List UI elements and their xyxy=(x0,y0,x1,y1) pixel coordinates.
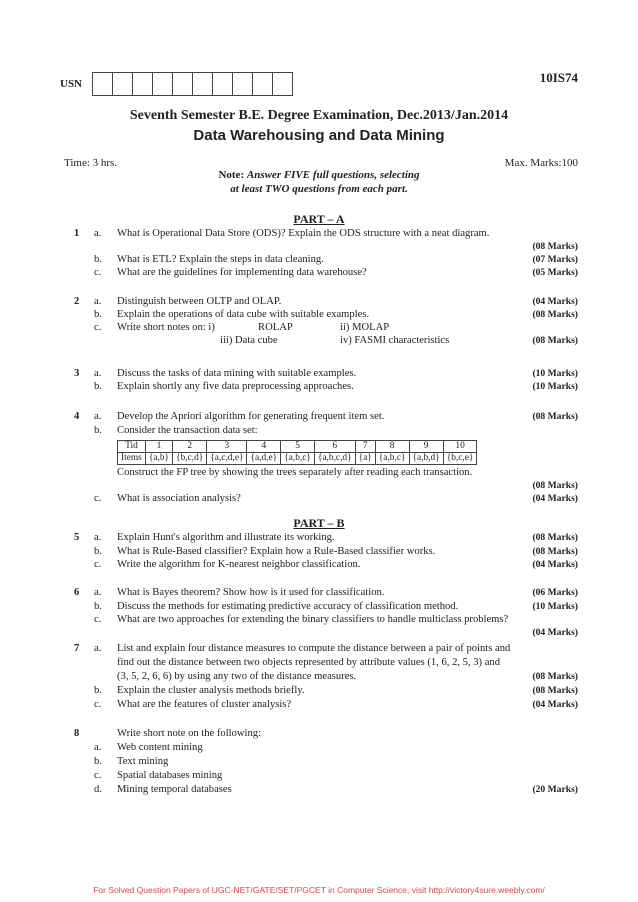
q5-b-text: What is Rule-Based classifier? Explain how a Rule-Based classifier works. xyxy=(117,546,436,557)
q5-number: 5 xyxy=(74,532,80,543)
q7-a-line1: List and explain four distance measures to compute the distance between a pair of points and xyxy=(117,643,511,654)
q6-a-row xyxy=(0,586,638,599)
tid-cell: 10 xyxy=(443,441,477,453)
q1-b-marks: (07 Marks) xyxy=(532,254,578,265)
q2-b-text: Explain the operations of data cube with suitable examples. xyxy=(117,309,370,320)
tid-row xyxy=(118,441,477,453)
label-b: b. xyxy=(94,685,102,696)
q8-marks: (20 Marks) xyxy=(532,784,578,795)
label-c: c. xyxy=(94,322,102,333)
q4-c-row xyxy=(0,492,638,505)
max-marks: Max. Marks:100 xyxy=(504,157,578,169)
q2-c-i: ROLAP xyxy=(258,322,293,333)
label-b: b. xyxy=(94,381,102,392)
q8-intro-row xyxy=(0,727,638,740)
label-b: b. xyxy=(94,546,102,557)
usn-digit-box[interactable] xyxy=(252,72,273,96)
items-cell: {b,c,d} xyxy=(173,453,207,465)
q5-a-text: Explain Hunt's algorithm and illustrate its working. xyxy=(117,532,335,543)
q1-a-row xyxy=(0,227,638,240)
q6-b-row xyxy=(0,600,638,613)
q7-c-text: What are the features of cluster analysis? xyxy=(117,699,292,710)
label-a: a. xyxy=(94,587,102,598)
q7-a-marks: (08 Marks) xyxy=(532,671,578,682)
q1-c-marks: (05 Marks) xyxy=(532,267,578,278)
note-prefix: Note: xyxy=(218,169,247,181)
q8-intro: Write short note on the following: xyxy=(117,728,262,739)
items-header: Items xyxy=(118,453,146,465)
q4-a-marks: (08 Marks) xyxy=(532,411,578,422)
q6-c-text: What are two approaches for extending the binary classifiers to handle multiclass problems? xyxy=(117,614,509,625)
q5-c-marks: (04 Marks) xyxy=(532,559,578,570)
label-d: d. xyxy=(94,784,102,795)
usn-digit-box[interactable] xyxy=(92,72,113,96)
label-a: a. xyxy=(94,368,102,379)
label-b: b. xyxy=(94,309,102,320)
q4-b-row xyxy=(0,424,638,437)
exam-title: Seventh Semester B.E. Degree Examination, Dec.2013/Jan.2014 xyxy=(129,108,509,123)
items-cell: {a,c,d,e} xyxy=(207,453,247,465)
q7-b-row xyxy=(0,684,638,697)
usn-digit-box[interactable] xyxy=(172,72,193,96)
q6-c-row xyxy=(0,613,638,626)
items-cell: {a,b,c} xyxy=(281,453,315,465)
q1-number: 1 xyxy=(74,228,80,239)
q5-b-marks: (08 Marks) xyxy=(532,546,578,557)
q2-c-marks: (08 Marks) xyxy=(532,335,578,346)
q4-a-row xyxy=(0,410,638,423)
q6-a-text: What is Bayes theorem? Show how is it used for classification. xyxy=(117,587,385,598)
label-b: b. xyxy=(94,601,102,612)
q4-c-marks: (04 Marks) xyxy=(532,493,578,504)
label-a: a. xyxy=(94,228,102,239)
q8-number: 8 xyxy=(74,728,80,739)
q3-a-marks: (10 Marks) xyxy=(532,368,578,379)
q1-a-marks: (08 Marks) xyxy=(532,241,578,252)
tid-cell: 4 xyxy=(247,441,281,453)
q4-b2-row xyxy=(0,466,638,479)
items-cell: {a} xyxy=(355,453,375,465)
q8-d-row xyxy=(0,783,638,796)
q8-d-text: Mining temporal databases xyxy=(117,784,232,795)
q4-b-text: Consider the transaction data set: xyxy=(117,425,258,436)
tid-cell: 6 xyxy=(314,441,355,453)
q7-b-marks: (08 Marks) xyxy=(532,685,578,696)
paper-code: 10IS74 xyxy=(539,70,578,85)
label-c: c. xyxy=(94,493,102,504)
q2-c-iii: iii) Data cube xyxy=(220,335,278,346)
q6-c-marks: (04 Marks) xyxy=(532,627,578,638)
q2-a-row xyxy=(0,295,638,308)
usn-digit-box[interactable] xyxy=(212,72,233,96)
usn-digit-box[interactable] xyxy=(112,72,133,96)
q4-a-text: Develop the Apriori algorithm for generating frequent item set. xyxy=(117,411,385,422)
tid-cell: 5 xyxy=(281,441,315,453)
label-a: a. xyxy=(94,296,102,307)
label-c: c. xyxy=(94,614,102,625)
usn-boxes[interactable] xyxy=(93,72,293,96)
q3-a-text: Discuss the tasks of data mining with suitable examples. xyxy=(117,368,357,379)
footer-link-text[interactable]: For Solved Question Papers of UGC-NET/GATE/SET/PGCET in Computer Science, visit http://victory4sure.weebly.com/ xyxy=(93,885,545,895)
tid-cell: 9 xyxy=(409,441,443,453)
items-cell: {a,b,d} xyxy=(409,453,443,465)
q5-a-marks: (08 Marks) xyxy=(532,532,578,543)
q8-b-row xyxy=(0,755,638,768)
items-row xyxy=(118,453,477,465)
q5-c-row xyxy=(0,558,638,571)
label-c: c. xyxy=(94,559,102,570)
q5-b-row xyxy=(0,545,638,558)
q8-a-row xyxy=(0,741,638,754)
tid-cell: 2 xyxy=(173,441,207,453)
usn-digit-box[interactable] xyxy=(232,72,253,96)
instructions-note xyxy=(0,168,638,196)
items-cell: {a,b} xyxy=(145,453,172,465)
q8-a-text: Web content mining xyxy=(117,742,203,753)
usn-label: USN xyxy=(60,78,83,90)
q6-number: 6 xyxy=(74,587,80,598)
transaction-table xyxy=(117,440,477,465)
q7-c-row xyxy=(0,698,638,711)
subject-title: Data Warehousing and Data Mining xyxy=(193,127,445,144)
note-line1: Answer FIVE full questions, selecting xyxy=(246,169,420,181)
label-a: a. xyxy=(94,643,102,654)
part-a-heading: PART – A xyxy=(293,212,345,226)
q5-a-row xyxy=(0,531,638,544)
q1-c-text: What are the guidelines for implementing data warehouse? xyxy=(117,267,367,278)
q3-b-marks: (10 Marks) xyxy=(532,381,578,392)
q2-c-row xyxy=(0,321,638,334)
part-b-heading: PART – B xyxy=(293,516,345,530)
q3-number: 3 xyxy=(74,368,80,379)
label-a: a. xyxy=(94,532,102,543)
items-cell: {a,d,e} xyxy=(247,453,281,465)
label-a: a. xyxy=(94,411,102,422)
tid-cell: 1 xyxy=(145,441,172,453)
q2-b-row xyxy=(0,308,638,321)
q2-c-text: Write short notes on: i) xyxy=(117,322,215,333)
q4-b2-text: Construct the FP tree by showing the trees separately after reading each transaction. xyxy=(117,467,473,478)
tid-cell: 8 xyxy=(375,441,409,453)
q7-c-marks: (04 Marks) xyxy=(532,699,578,710)
label-b: b. xyxy=(94,756,102,767)
q4-number: 4 xyxy=(74,411,80,422)
note-line2: at least TWO questions from each part. xyxy=(230,183,408,195)
q3-b-row xyxy=(0,380,638,393)
usn-digit-box[interactable] xyxy=(152,72,173,96)
q2-c-iv: iv) FASMI characteristics xyxy=(340,335,450,346)
q2-a-text: Distinguish between OLTP and OLAP. xyxy=(117,296,282,307)
label-c: c. xyxy=(94,267,102,278)
usn-digit-box[interactable] xyxy=(132,72,153,96)
q6-b-text: Discuss the methods for estimating predictive accuracy of classification method. xyxy=(117,601,459,612)
q6-b-marks: (10 Marks) xyxy=(532,601,578,612)
q1-a-text: What is Operational Data Store (ODS)? Explain the ODS structure with a neat diagram. xyxy=(117,228,490,239)
q3-b-text: Explain shortly any five data preprocessing approaches. xyxy=(117,381,354,392)
q6-a-marks: (06 Marks) xyxy=(532,587,578,598)
q2-a-marks: (04 Marks) xyxy=(532,296,578,307)
q8-c-text: Spatial databases mining xyxy=(117,770,223,781)
items-cell: {a,b,c} xyxy=(375,453,409,465)
q2-c-ii: ii) MOLAP xyxy=(340,322,390,333)
q3-a-row xyxy=(0,367,638,380)
label-c: c. xyxy=(94,770,102,781)
items-cell: {b,c,e} xyxy=(443,453,477,465)
usn-digit-box[interactable] xyxy=(192,72,213,96)
items-cell: {a,b,c,d} xyxy=(314,453,355,465)
q8-c-row xyxy=(0,769,638,782)
q2-number: 2 xyxy=(74,296,80,307)
label-a: a. xyxy=(94,742,102,753)
q1-c-row xyxy=(0,266,638,279)
q4-c-text: What is association analysis? xyxy=(117,493,241,504)
q1-b-row xyxy=(0,253,638,266)
q7-number: 7 xyxy=(74,643,80,654)
q7-a-line3: (3, 5, 2, 6, 6) by using any two of the distance measures. xyxy=(117,671,357,682)
q7-a-row xyxy=(0,642,638,655)
q5-c-text: Write the algorithm for K-nearest neighbor classification. xyxy=(117,559,361,570)
q7-b-text: Explain the cluster analysis methods briefly. xyxy=(117,685,305,696)
q4-b-marks: (08 Marks) xyxy=(532,480,578,491)
q2-b-marks: (08 Marks) xyxy=(532,309,578,320)
label-b: b. xyxy=(94,425,102,436)
label-b: b. xyxy=(94,254,102,265)
tid-cell: 7 xyxy=(355,441,375,453)
time-allowed: Time: 3 hrs. xyxy=(64,157,118,169)
usn-digit-box[interactable] xyxy=(272,72,293,96)
q7-a-line2: find out the distance between two objects represented by attribute values (1, 6, 2, 5, 3) and xyxy=(117,657,501,668)
q8-b-text: Text mining xyxy=(117,756,169,767)
q1-b-text: What is ETL? Explain the steps in data cleaning. xyxy=(117,254,324,265)
tid-header: Tid xyxy=(118,441,146,453)
tid-cell: 3 xyxy=(207,441,247,453)
label-c: c. xyxy=(94,699,102,710)
